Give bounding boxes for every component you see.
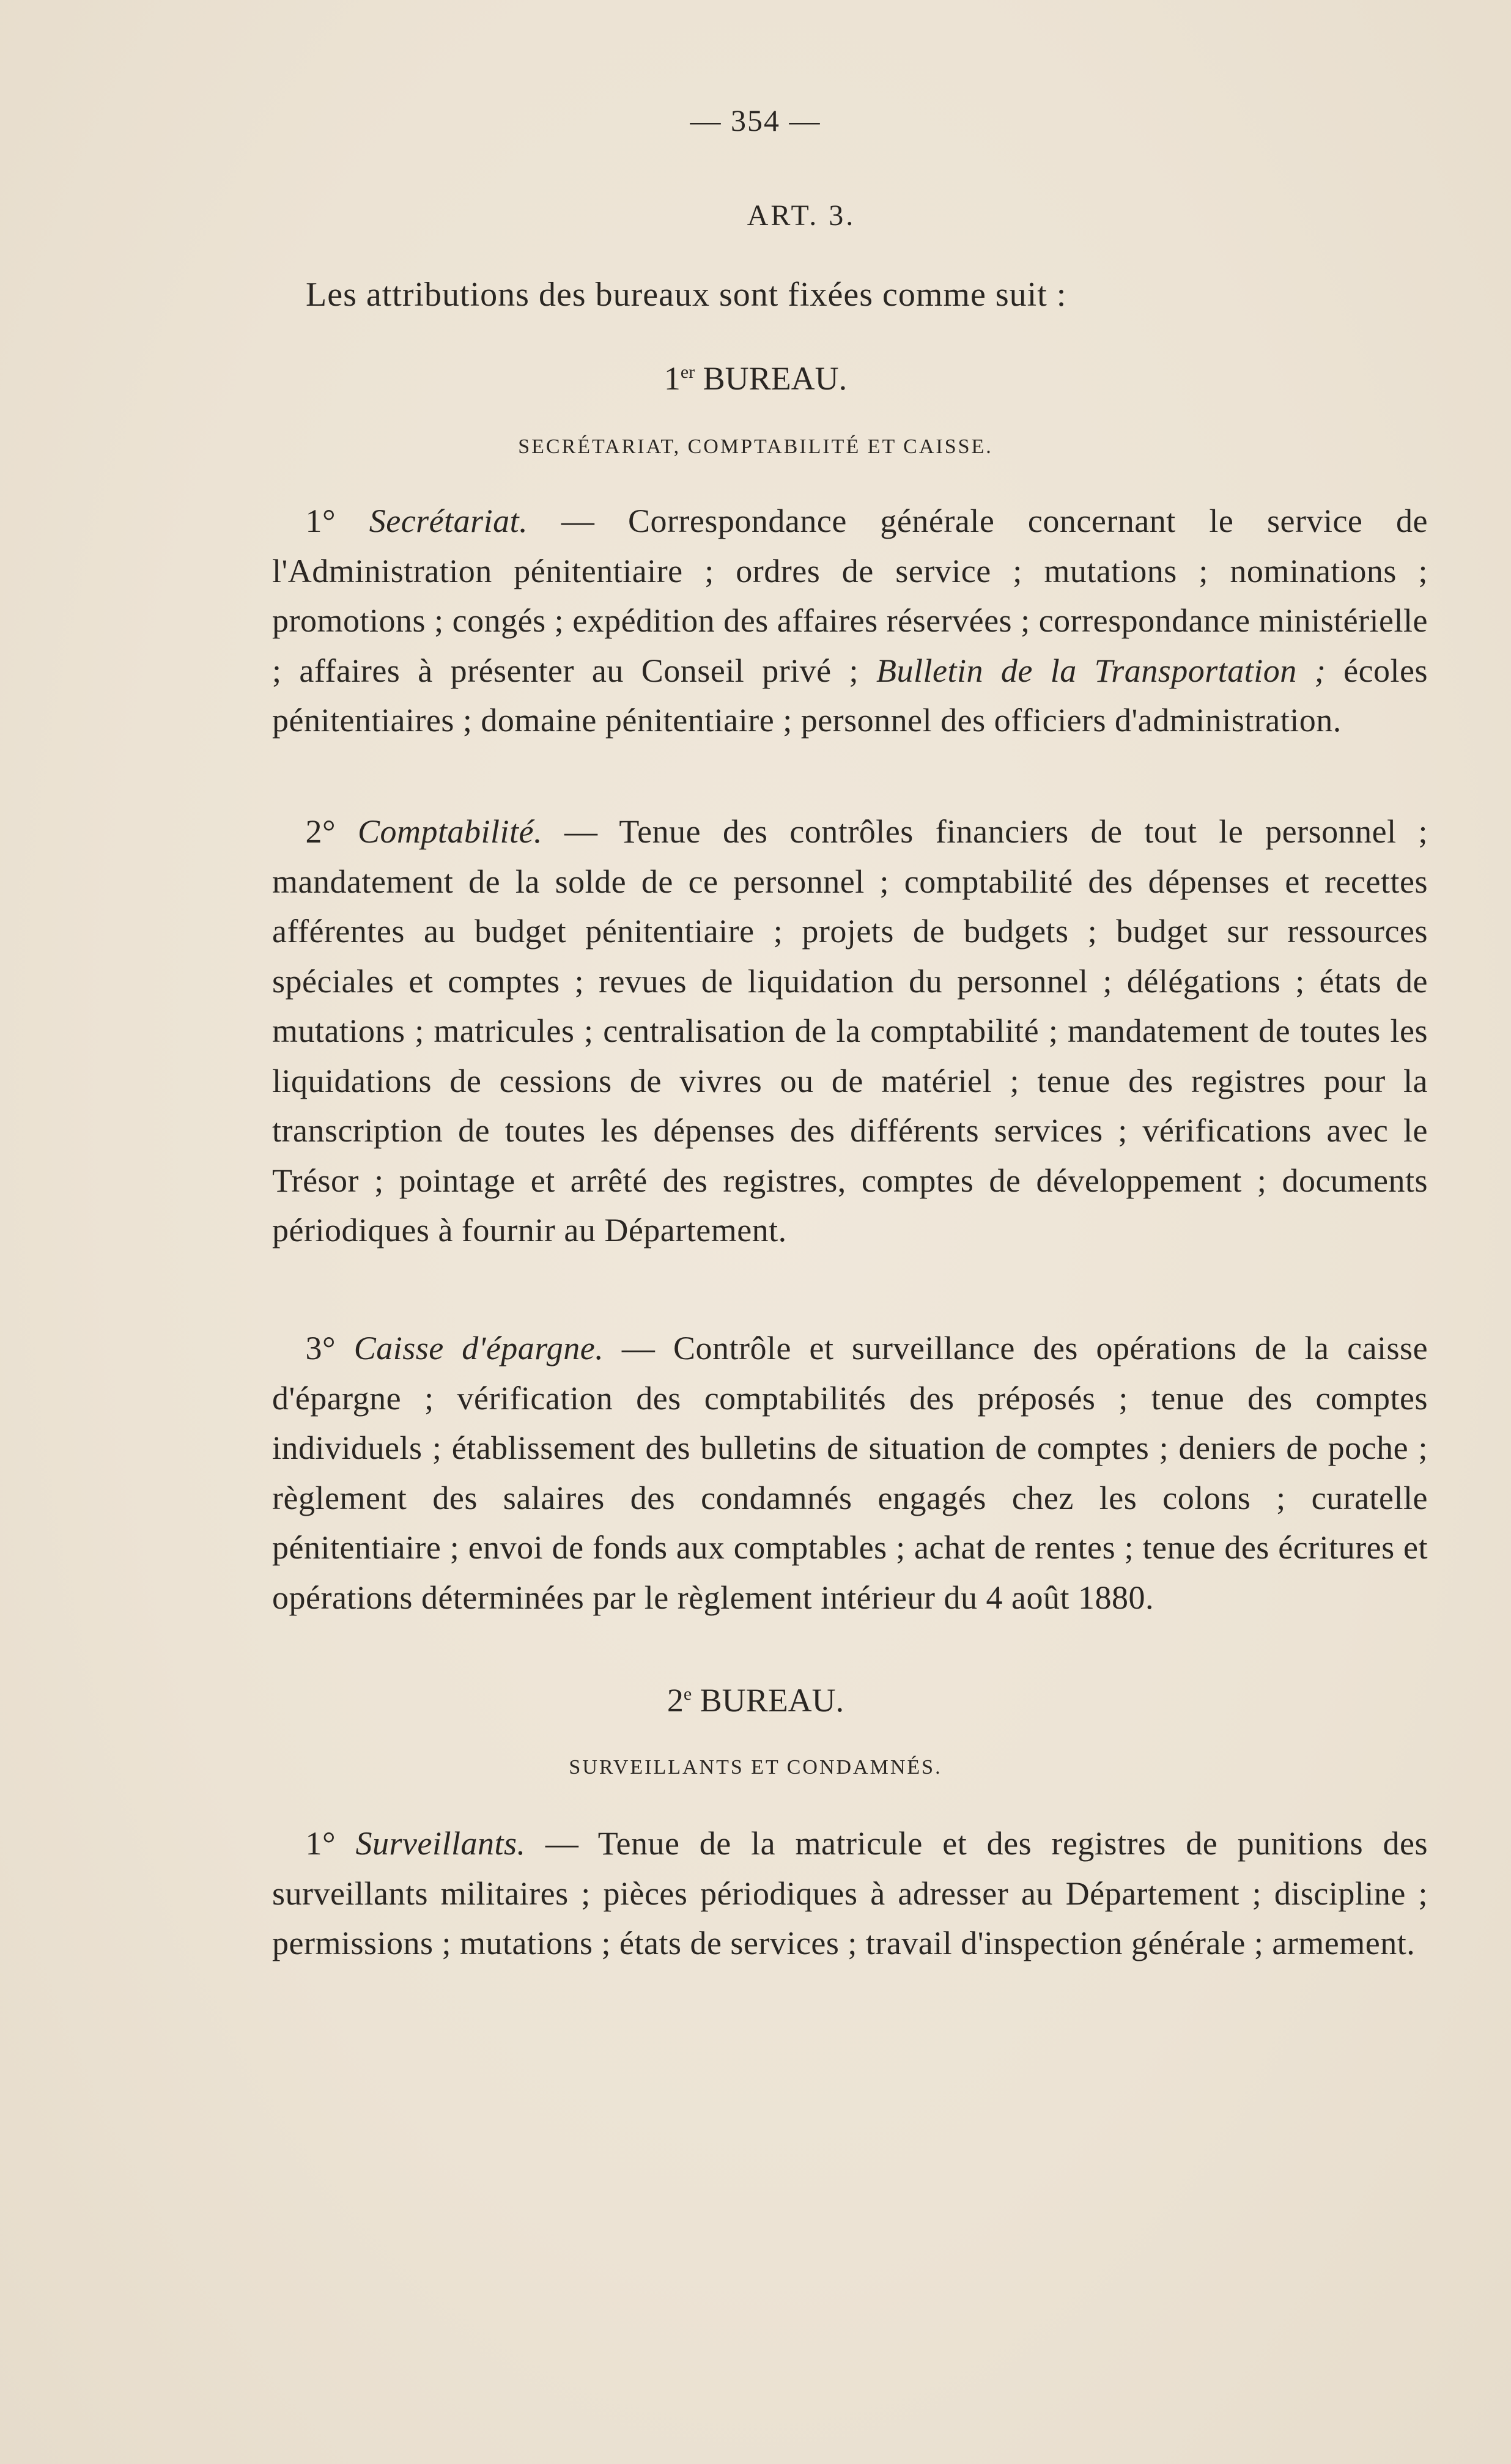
bureau-2-title — [0, 1681, 1511, 1719]
page-number: — 354 — — [690, 103, 821, 138]
bureau-1-number: 1 — [663, 360, 681, 397]
section-secretariat — [272, 496, 1428, 746]
section-number: 2° — [305, 813, 336, 850]
article-heading: ART. 3. — [747, 199, 856, 232]
intro-sentence: Les attributions des bureaux sont fixées comme suit : — [306, 276, 1067, 314]
section-number: 1° — [305, 1825, 336, 1862]
em-dash: — — [621, 1330, 656, 1367]
bureau-1-suffix: er — [680, 362, 695, 382]
section-text-cont: écoles pénitentiaires ; domaine pénitentiaire ; personnel des officiers d'administration. — [272, 652, 1428, 739]
section-text: Tenue de la matricule et des registres de punitions des surveillants militaires ; pièces périodiques à adresser au Département ; discipline ; permissions ; mutations ; états de services ; travail d'inspection générale ; armement. — [272, 1825, 1428, 1961]
section-text: Correspondance générale concernant le service de l'Administration pénitentiaire ; ordres de service ; mutations ; nominations ; promotions ; congés ; expédition des affaires réservées ; correspondance ministérielle ; affaires à présenter au Conseil privé ; — [272, 503, 1428, 689]
section-number: 1° — [305, 503, 336, 539]
section-text: Tenue des contrôles financiers de tout le personnel ; mandatement de la solde de ce personnel ; comptabilité des dépenses et recettes afférentes au budget pénitentiaire ; projets de budgets ; budget sur ressources spéciales et comptes ; revues de liquidation du personnel ; délégations ; états de mutations ; matricules ; centralisation de la comptabilité ; mandatement de toutes les liquidations de cessions de vivres ou de matériel ; tenue des registres pour la transcription de toutes les dépenses des différents services ; vérifications avec le Trésor ; pointage et arrêté des registres, comptes de développement ; documents périodiques à fournir au Département. — [272, 813, 1428, 1249]
section-comptabilite — [272, 807, 1428, 1256]
bureau-1-title — [0, 360, 1511, 397]
bureau-2-word: BUREAU. — [700, 1682, 844, 1719]
em-dash: — — [561, 503, 595, 539]
section-heading: Secrétariat. — [369, 503, 528, 539]
bulletin-title: Bulletin de la Transportation ; — [876, 652, 1326, 689]
section-heading: Comptabilité. — [358, 813, 543, 850]
section-text: Contrôle et surveillance des opérations de la caisse d'épargne ; vérification des comptabilités des préposés ; tenue des comptes individuels ; établissement des bulletins de situation de comptes ; deniers de poche ; règlement des salaires des condamnés engagés chez les colons ; curatelle pénitentiaire ; envoi de fonds aux comptables ; achat de rentes ; tenue des écritures et opérations déterminées par le règlement intérieur du 4 août 1880. — [272, 1330, 1428, 1616]
bureau-2-suffix: e — [683, 1684, 692, 1704]
em-dash: — — [564, 813, 598, 850]
section-caisse-epargne — [272, 1324, 1428, 1623]
bureau-2-subtitle: SURVEILLANTS ET CONDAMNÉS. — [569, 1756, 942, 1779]
bureau-1-subtitle: SECRÉTARIAT, COMPTABILITÉ ET CAISSE. — [518, 435, 993, 458]
section-heading: Surveillants. — [355, 1825, 526, 1862]
bureau-1-word: BUREAU. — [703, 360, 848, 397]
section-number: 3° — [305, 1330, 336, 1367]
em-dash: — — [545, 1825, 579, 1862]
bureau-2-number: 2 — [667, 1682, 684, 1719]
section-surveillants — [272, 1819, 1428, 1969]
section-heading: Caisse d'épargne. — [353, 1330, 604, 1367]
